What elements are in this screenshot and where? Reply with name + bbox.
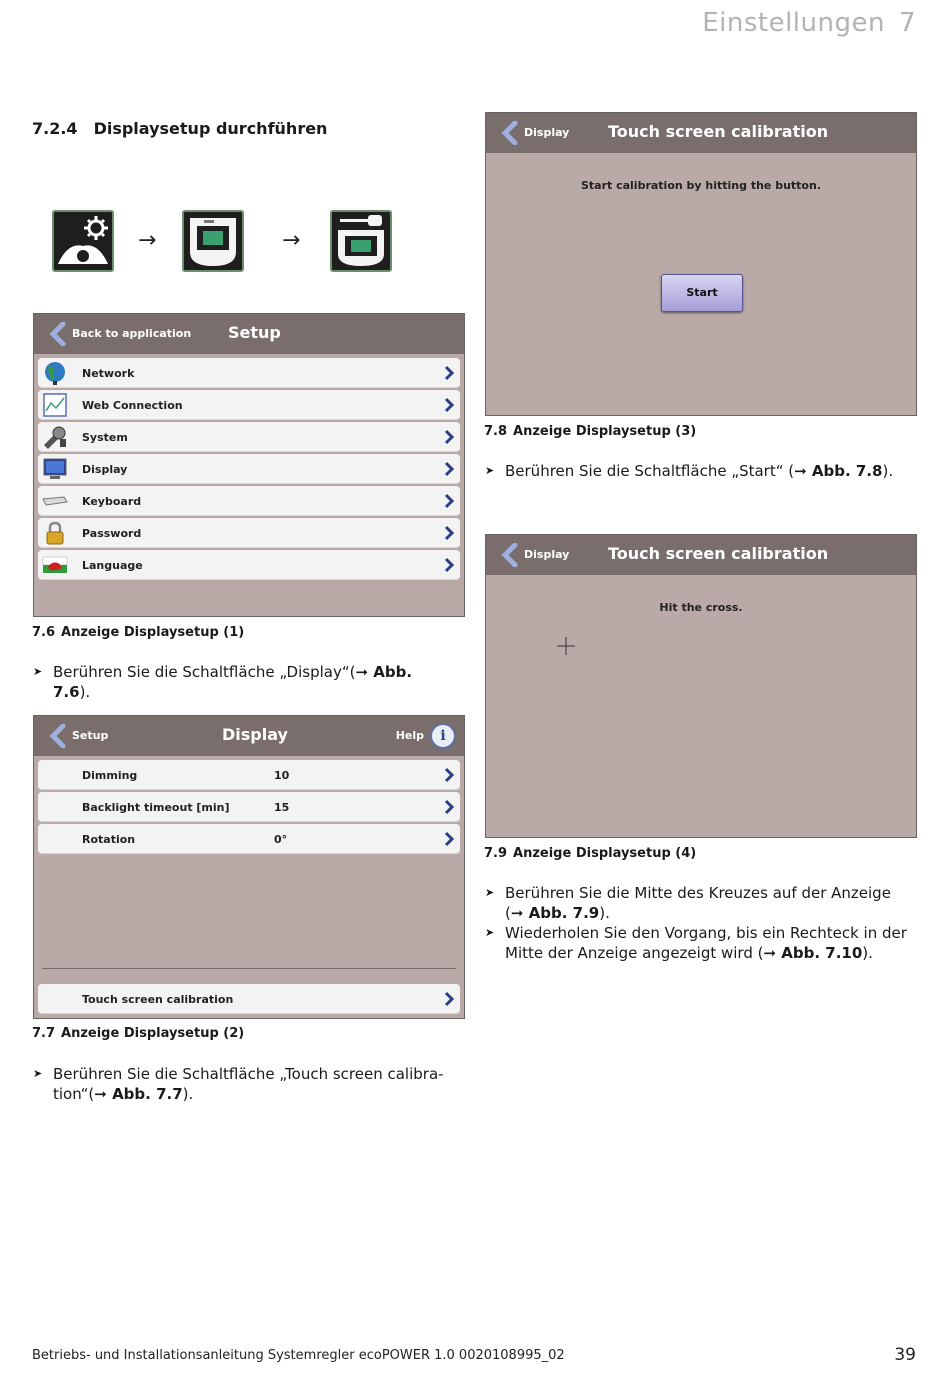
path-arrow: → (282, 228, 301, 253)
header-title: Einstellungen (702, 8, 885, 38)
instruction-step: ➤ Berühren Sie die Schaltfläche „Touch screen calibra- tion“(➞ Abb. 7.7). (33, 1065, 444, 1103)
calibration-title-bar (486, 535, 916, 575)
tools-icon (42, 425, 68, 449)
divider (42, 968, 456, 969)
calibration-title-bar (486, 113, 916, 153)
chevron-right-icon (444, 397, 454, 413)
menu-item-language[interactable] (38, 550, 460, 580)
display-title-bar (34, 716, 464, 756)
chevron-right-icon (444, 991, 454, 1007)
menu-item-password[interactable] (38, 518, 460, 548)
calibration-message: Hit the cross. (659, 601, 743, 614)
keyboard-icon (42, 489, 68, 513)
menu-item-label: Display (82, 463, 128, 476)
section-number: 7.2.4 (32, 119, 78, 138)
back-to-application-button[interactable]: Back to application (72, 327, 192, 340)
chevron-right-icon (444, 461, 454, 477)
instruction-step: ➤ Wiederholen Sie den Vorgang, bis ein Rechteck in der Mitte der Anzeige angezeigt wird (➞ Abb. 7.10). (485, 924, 907, 962)
chevron-right-icon (444, 767, 454, 783)
instruction-step: ➤ Berühren Sie die Schaltfläche „Display“(➞ Abb. 7.6). (33, 663, 413, 701)
chevron-right-icon (444, 831, 454, 847)
setting-label: Backlight timeout [min] (82, 801, 230, 814)
menu-item-label: Keyboard (82, 495, 142, 508)
display-screen (33, 715, 465, 1019)
monitor-icon (42, 457, 68, 481)
back-arrow-icon[interactable] (500, 543, 520, 567)
chart-icon (42, 393, 68, 417)
navigation-path (52, 210, 412, 272)
globe-icon (42, 361, 68, 385)
setting-row-rotation[interactable] (38, 824, 460, 854)
display-setup-icon (330, 210, 392, 272)
menu-item-label: Language (82, 559, 143, 572)
figure-caption: 7.9 Anzeige Displaysetup (4) (484, 846, 697, 861)
display-device-icon (182, 210, 244, 272)
back-to-display-button[interactable]: Display (524, 126, 570, 139)
setup-title-bar (34, 314, 464, 354)
calibration-message: Start calibration by hitting the button. (580, 179, 822, 192)
figure-caption: 7.7 Anzeige Displaysetup (2) (32, 1026, 245, 1041)
info-icon[interactable]: i (430, 723, 456, 749)
setting-value: 15 (274, 801, 290, 814)
figure-caption: 7.8 Anzeige Displaysetup (3) (484, 424, 697, 439)
setup-screen (33, 313, 465, 617)
calibration-title: Touch screen calibration (608, 122, 829, 141)
instruction-step: ➤ Berühren Sie die Mitte des Kreuzes auf der Anzeige (➞ Abb. 7.9). (485, 884, 891, 922)
start-button[interactable]: Start (661, 274, 743, 312)
chevron-right-icon (444, 429, 454, 445)
touch-screen-calibration-button[interactable] (38, 984, 460, 1014)
lock-icon (42, 521, 68, 545)
setup-title: Setup (228, 323, 281, 342)
chevron-right-icon (444, 493, 454, 509)
menu-item-system[interactable] (38, 422, 460, 452)
chapter-number: 7 (898, 8, 916, 38)
setting-label: Dimming (82, 769, 138, 782)
page-number: 39 (894, 1345, 916, 1365)
setting-value: 0° (274, 833, 288, 846)
running-header (702, 8, 916, 38)
calibration-start-screen (485, 112, 917, 416)
help-button[interactable]: Help (395, 729, 424, 742)
setting-label: Rotation (82, 833, 136, 846)
chevron-right-icon (444, 525, 454, 541)
back-arrow-icon[interactable] (500, 121, 520, 145)
back-arrow-icon[interactable] (48, 322, 68, 346)
calibration-cross-icon[interactable] (557, 637, 575, 655)
setting-row-dimming[interactable] (38, 760, 460, 790)
chevron-right-icon (444, 557, 454, 573)
back-arrow-icon[interactable] (48, 724, 68, 748)
flag-icon (42, 553, 68, 577)
menu-item-label: Password (82, 527, 142, 540)
section-heading: Displaysetup durchführen (93, 119, 328, 138)
menu-item-label: System (82, 431, 128, 444)
footer-text: Betriebs- und Installationsanleitung Systemregler ecoPOWER 1.0 0020108995_02 (32, 1348, 565, 1363)
setting-value: 10 (274, 769, 290, 782)
menu-item-label: Web Connection (82, 399, 183, 412)
settings-gear-icon (52, 210, 114, 272)
menu-item-keyboard[interactable] (38, 486, 460, 516)
menu-item-display[interactable] (38, 454, 460, 484)
menu-item-label: Network (82, 367, 135, 380)
calibration-title: Touch screen calibration (608, 544, 829, 563)
menu-item-network[interactable] (38, 358, 460, 388)
chevron-right-icon (444, 799, 454, 815)
menu-item-web-connection[interactable] (38, 390, 460, 420)
path-arrow: → (138, 228, 157, 253)
figure-caption: 7.6 Anzeige Displaysetup (1) (32, 625, 245, 640)
setting-row-backlight-timeout[interactable] (38, 792, 460, 822)
instruction-step: ➤ Berühren Sie die Schaltfläche „Start“ (➞ Abb. 7.8). (485, 462, 894, 480)
chevron-right-icon (444, 365, 454, 381)
back-to-display-button[interactable]: Display (524, 548, 570, 561)
setting-label: Touch screen calibration (82, 993, 234, 1006)
calibration-cross-screen (485, 534, 917, 838)
section-title (32, 119, 327, 138)
back-to-setup-button[interactable]: Setup (72, 729, 109, 742)
display-title: Display (222, 725, 288, 744)
